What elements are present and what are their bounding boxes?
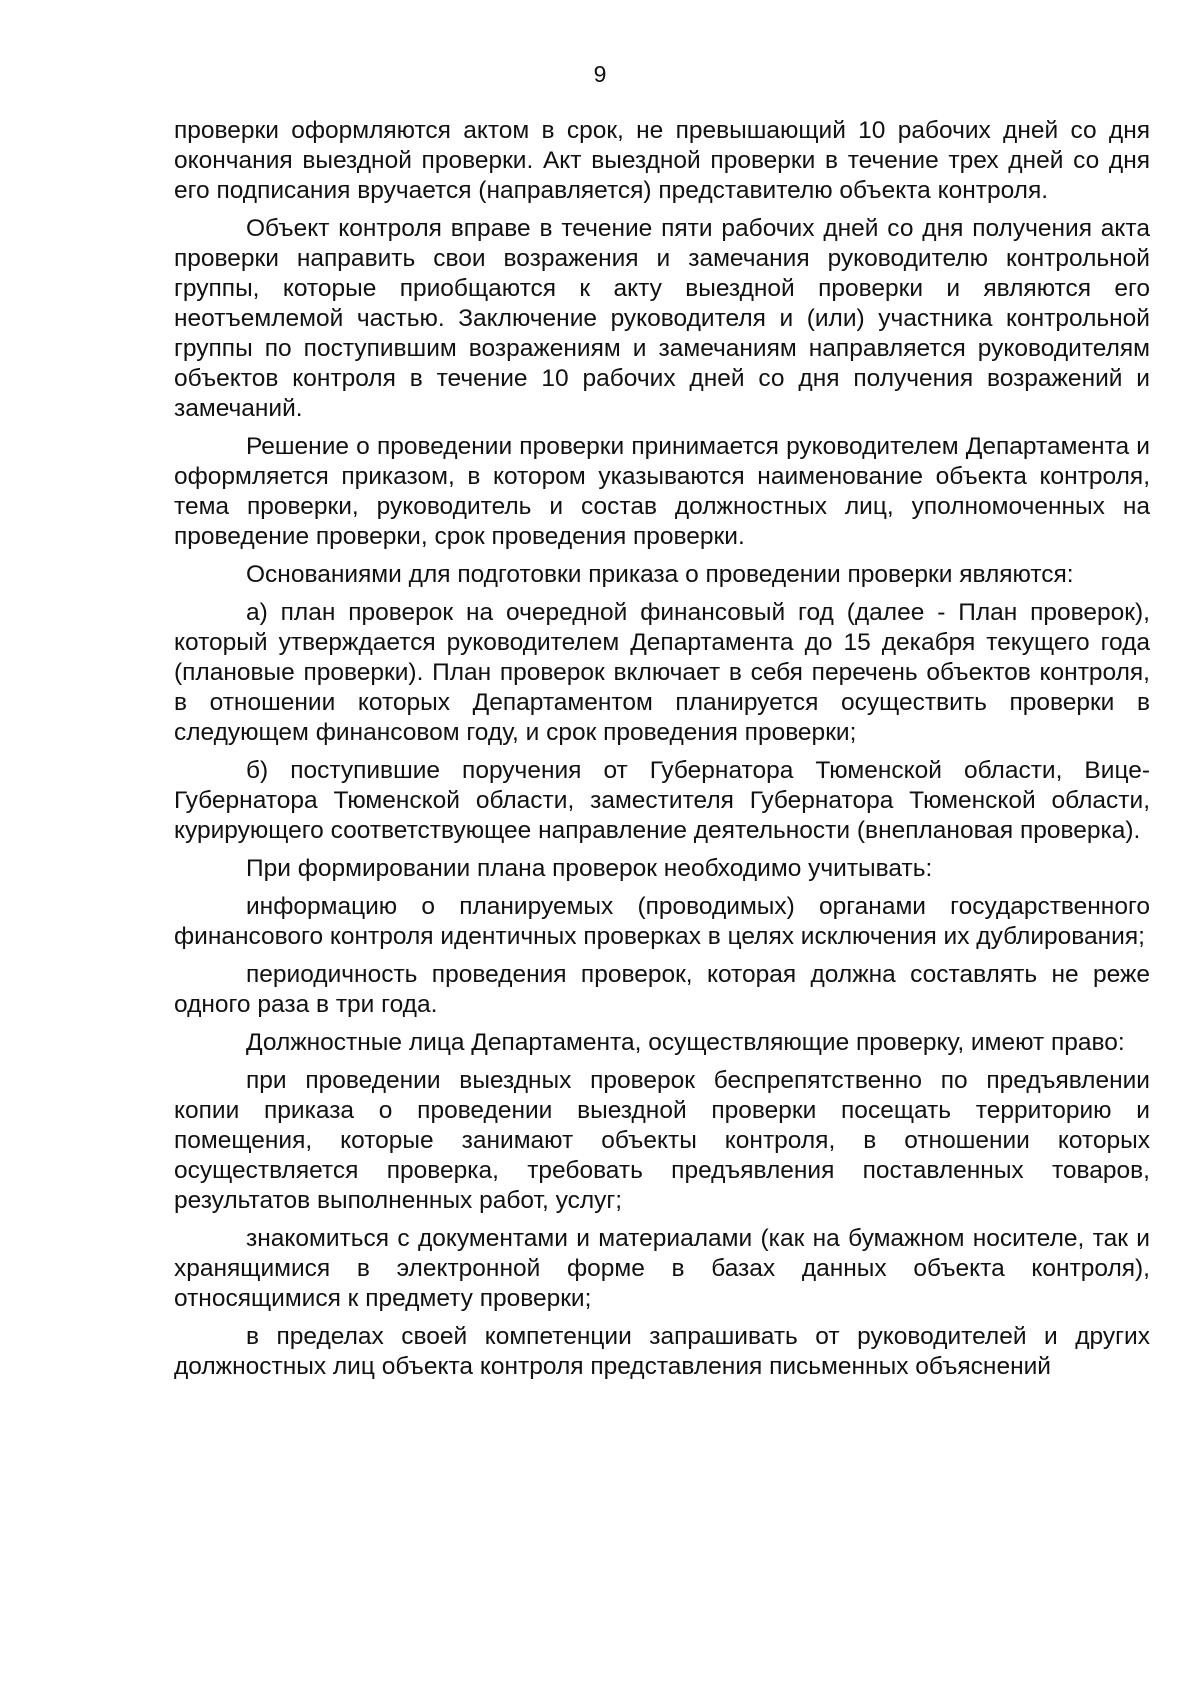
paragraph-officials-rights: Должностные лица Департамента, осуществляющие проверку, имеют право: <box>246 1029 1125 1056</box>
paragraph-ground-b: б) поступившие поручения от Губернатора Тюменской области, Вице-Губернатора Тюменской области, заместителя Губернатора Тюменской области, курирующего соответствующее направление деятельности (внеплановая проверка). <box>174 757 1150 844</box>
paragraph-ground-a: а) план проверок на очередной финансовый год (далее - План проверок), который утверждается руководителем Департамента до 15 декабря текущего года (плановые проверки). План проверок включает в себя перечень объектов контроля, в отношении которых Департаментом планируется осуществить проверки в следующем финансовом году, и срок проведения проверки; <box>174 599 1150 746</box>
paragraph-plan-considerations: При формировании плана проверок необходимо учитывать: <box>246 855 933 882</box>
paragraph-periodicity: периодичность проведения проверок, которая должна составлять не реже одного раза в три года. <box>174 961 1150 1018</box>
paragraph-site-access: при проведении выездных проверок беспрепятственно по предъявлении копии приказа о проведении выездной проверки посещать территорию и помещения, которые занимают объекты контроля, в отношении которых осуществляется проверка, требовать предъявления поставленных товаров, результатов выполненных работ, услуг; <box>174 1067 1150 1214</box>
paragraph-documents-review: знакомиться с документами и материалами (как на бумажном носителе, так и хранящимися в электронной форме в базах данных объекта контроля), относящимися к предмету проверки; <box>174 1225 1150 1312</box>
document-body <box>174 116 1150 1390</box>
paragraph-duplication-info: информацию о планируемых (проводимых) органами государственного финансового контроля идентичных проверках в целях исключения их дублирования; <box>174 893 1150 950</box>
paragraph-grounds-intro: Основаниями для подготовки приказа о проведении проверки являются: <box>246 561 1074 588</box>
paragraph-continuation: проверки оформляются актом в срок, не превышающий 10 рабочих дней со дня окончания выездной проверки. Акт выездной проверки в течение трех дней со дня его подписания вручается (направляется) представителю объекта контроля. <box>174 117 1150 204</box>
paragraph-objections: Объект контроля вправе в течение пяти рабочих дней со дня получения акта проверки направить свои возражения и замечания руководителю контрольной группы, которые приобщаются к акту выездной проверки и являются его неотъемлемой частью. Заключение руководителя и (или) участника контрольной группы по поступившим возражениям и замечаниям направляется руководителям объектов контроля в течение 10 рабочих дней со дня получения возражений и замечаний. <box>174 215 1150 422</box>
paragraph-inspection-decision: Решение о проведении проверки принимается руководителем Департамента и оформляется приказом, в котором указываются наименование объекта контроля, тема проверки, руководитель и состав должностных лиц, уполномоченных на проведение проверки, срок проведения проверки. <box>174 433 1150 550</box>
page-number: 9 <box>593 61 607 87</box>
paragraph-explanations-request: в пределах своей компетенции запрашивать от руководителей и других должностных лиц объекта контроля представления письменных объяснений <box>174 1323 1150 1380</box>
